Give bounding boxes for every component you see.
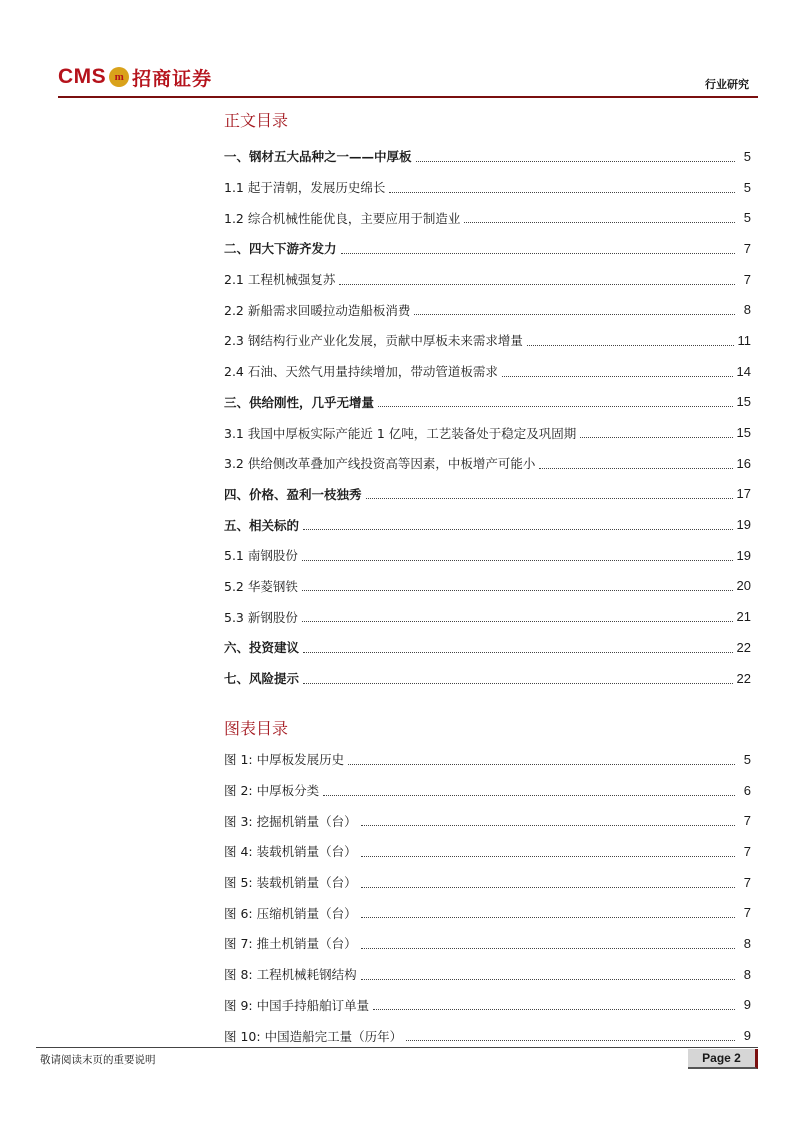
dot-leader [339,284,735,285]
figure-entry-page: 5 [743,751,751,767]
toc-entry-page: 19 [736,517,751,533]
figure-entry[interactable] [224,805,751,836]
toc-entry-label: 3.2 供给侧改革叠加产线投资高等因素，中板增产可能小 [224,456,536,472]
dot-leader [416,161,735,162]
toc-entry[interactable] [224,479,751,510]
footer-divider [36,1047,758,1048]
toc-entry[interactable] [224,632,751,663]
dot-leader [302,560,733,561]
toc-entry[interactable] [224,601,751,632]
page-number-badge: Page 2 [688,1049,758,1069]
dot-leader [302,621,733,622]
report-category: 行业研究 [705,78,749,91]
dot-leader [303,529,733,530]
dot-leader [303,683,733,684]
toc-entry-page: 11 [737,332,751,348]
dot-leader [502,376,733,377]
toc-entry-page: 22 [736,639,751,655]
toc-entry[interactable] [224,141,751,172]
figure-entry-label: 图 10: 中国造船完工量（历年） [224,1028,403,1044]
dot-leader [361,917,735,918]
figure-entry[interactable] [224,897,751,928]
figure-entry[interactable] [224,990,751,1021]
figure-entry-page: 9 [743,1028,751,1044]
toc-entry-label: 3.1 我国中厚板实际产能近 1 亿吨，工艺装备处于稳定及巩固期 [224,425,577,441]
toc-entry-page: 14 [736,363,751,379]
toc-entry-page: 5 [743,148,751,164]
toc-entry-label: 2.4 石油、天然气用量持续增加，带动管道板需求 [224,364,498,380]
toc-entry-label: 二、四大下游齐发力 [224,241,337,257]
toc-entry-label: 六、投资建议 [224,640,300,656]
toc-entry-page: 7 [743,271,751,287]
toc-title: 正文目录 [224,111,289,130]
dot-leader [527,345,734,346]
toc-entry[interactable] [224,264,751,295]
figure-entry[interactable] [224,867,751,898]
dot-leader [373,1009,735,1010]
page-header [58,58,758,98]
figure-entry-page: 9 [743,997,751,1013]
figure-entry-page: 7 [743,874,751,890]
toc-entry-label: 1.1 起于清朝，发展历史绵长 [224,180,386,196]
dot-leader [303,652,733,653]
dot-leader [361,825,735,826]
figure-entry-label: 图 7: 推土机销量（台） [224,936,357,952]
toc-entry-page: 19 [736,547,751,563]
dot-leader [366,498,733,499]
toc-entry-label: 5.1 南钢股份 [224,548,298,564]
figure-entry[interactable] [224,775,751,806]
figure-entry-page: 8 [743,966,751,982]
dot-leader [361,948,735,949]
toc-entry[interactable] [224,294,751,325]
toc-entry-label: 5.2 华菱钢铁 [224,578,298,594]
toc-entry-page: 21 [736,609,751,625]
toc-entry[interactable] [224,233,751,264]
dot-leader [302,590,733,591]
toc-entry[interactable] [224,387,751,418]
figure-entry[interactable] [224,959,751,990]
logo-emblem-letter: m [114,71,124,83]
figure-entry-label: 图 8: 工程机械耗钢结构 [224,967,357,983]
figures-list [224,744,751,1051]
toc-entry[interactable] [224,540,751,571]
figure-entry[interactable] [224,836,751,867]
toc-entry[interactable] [224,356,751,387]
figure-entry-label: 图 6: 压缩机销量（台） [224,905,357,921]
figure-entry[interactable] [224,744,751,775]
toc-entry-label: 5.3 新钢股份 [224,609,298,625]
cms-logo [58,64,212,90]
toc-entry-page: 16 [736,455,751,471]
toc-entry-page: 15 [736,394,751,410]
toc-entry-label: 三、供给刚性，几乎无增量 [224,394,375,410]
toc-entry-page: 17 [736,486,751,502]
figure-entry-label: 图 9: 中国手持船舶订单量 [224,997,370,1013]
dot-leader [348,764,735,765]
dot-leader [361,856,735,857]
toc-entry[interactable] [224,663,751,694]
dot-leader [414,314,735,315]
dot-leader [580,437,732,438]
toc-entry-label: 2.3 钢结构行业产业化发展，贡献中厚板未来需求增量 [224,333,523,349]
figure-entry-label: 图 2: 中厚板分类 [224,783,320,799]
dot-leader [361,979,735,980]
dot-leader [464,222,735,223]
figure-entry-label: 图 5: 装载机销量（台） [224,875,357,891]
toc-entry-page: 15 [736,425,751,441]
logo-company-name: 招商证券 [132,67,213,90]
toc-entry-label: 五、相关标的 [224,517,300,533]
toc-entry-label: 四、价格、盈利一枝独秀 [224,486,362,502]
toc-entry[interactable] [224,325,751,356]
logo-cms-text: CMS [58,65,107,88]
dot-leader [389,192,735,193]
dot-leader [539,468,732,469]
figure-entry-label: 图 4: 装载机销量（台） [224,844,357,860]
dot-leader [361,887,735,888]
figure-entry-label: 图 1: 中厚板发展历史 [224,752,345,768]
toc-entry[interactable] [224,571,751,602]
toc-list [224,141,751,693]
toc-entry-page: 7 [743,240,751,256]
logo-emblem-icon [109,67,129,87]
figure-entry-page: 6 [743,782,751,798]
toc-entry-label: 1.2 综合机械性能优良，主要应用于制造业 [224,210,461,226]
figure-entry[interactable] [224,928,751,959]
toc-entry[interactable] [224,417,751,448]
toc-entry[interactable] [224,202,751,233]
dot-leader [378,406,733,407]
toc-entry-page: 8 [743,302,751,318]
footer-notice: 敬请阅读末页的重要说明 [40,1054,156,1066]
dot-leader [406,1040,735,1041]
figure-entry-label: 图 3: 挖掘机销量（台） [224,813,357,829]
toc-entry-page: 20 [736,578,751,594]
figure-entry-page: 7 [743,813,751,829]
toc-entry[interactable] [224,172,751,203]
dot-leader [341,253,735,254]
toc-entry-label: 2.1 工程机械强复苏 [224,272,336,288]
header-divider [58,96,758,98]
toc-entry-page: 22 [736,670,751,686]
toc-entry[interactable] [224,509,751,540]
toc-entry-page: 5 [743,210,751,226]
toc-entry[interactable] [224,448,751,479]
toc-entry-label: 七、风险提示 [224,671,300,687]
figures-title: 图表目录 [224,719,289,738]
figure-entry-page: 8 [743,935,751,951]
toc-entry-label: 2.2 新船需求回暖拉动造船板消费 [224,302,411,318]
dot-leader [323,795,735,796]
toc-entry-page: 5 [743,179,751,195]
figure-entry-page: 7 [743,843,751,859]
figure-entry-page: 7 [743,905,751,921]
toc-entry-label: 一、钢材五大品种之一——中厚板 [224,149,412,165]
